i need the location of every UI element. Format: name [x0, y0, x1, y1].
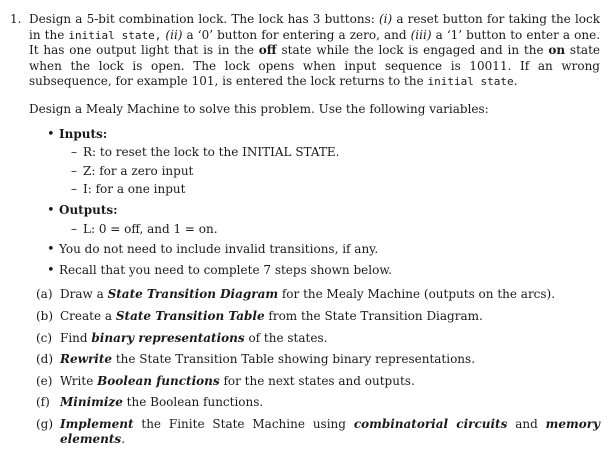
step-d: (d) Rewrite the State Transition Table showing binary representations. [36, 352, 476, 367]
input-z: – Z: for a zero input [71, 164, 600, 180]
outputs-list [71, 222, 600, 238]
step-f: (f) Minimize the Boolean functions. [36, 395, 264, 410]
variable-list [48, 127, 600, 279]
inputs-section [48, 127, 600, 198]
step-c: (c) Find binary representations of the states. [36, 330, 328, 345]
inputs-heading: Inputs: [59, 126, 108, 141]
step-b: (b) Create a State Transition Table from the State Transition Diagram. [36, 308, 483, 323]
note-invalid-transitions: • You do not need to include invalid transitions, if any. [48, 242, 600, 258]
step-g: (g) Implement the Finite State Machine using combinatorial circuits and memory elements. [36, 416, 600, 447]
task-statement: Design a Mealy Machine to solve this problem. Use the following variables: [29, 101, 489, 116]
step-e: (e) Write Boolean functions for the next states and outputs. [36, 373, 415, 388]
input-r: – R: to reset the lock to the INITIAL STATE. [71, 145, 600, 161]
problem-number: 1. [10, 12, 22, 26]
input-i: – I: for a one input [71, 182, 600, 198]
inputs-list [71, 145, 600, 198]
note-seven-steps: • Recall that you need to complete 7 steps shown below. [48, 263, 600, 279]
problem-intro: Design a 5-bit combination lock. The lock has 3 buttons: (i) a reset button for taking the lock in the initial state, (ii) a ‘0’ button for entering a zero, and (iii) a ‘1’ button to enter a one. It has one output light that is in the off state while the lock is engaged and in the on state when the lock is open. The lock opens when input sequence is 10011. If an wrong subsequence, for example 101, is entered the lock returns to the initial state. [29, 12, 601, 89]
problem-page [10, 12, 600, 454]
steps-list [36, 287, 600, 448]
step-a: (a) Draw a State Transition Diagram for the Mealy Machine (outputs on the arcs). [36, 287, 556, 302]
outputs-section [48, 203, 600, 237]
output-l: – L: 0 = off, and 1 = on. [71, 222, 600, 238]
outputs-heading: Outputs: [59, 202, 118, 217]
